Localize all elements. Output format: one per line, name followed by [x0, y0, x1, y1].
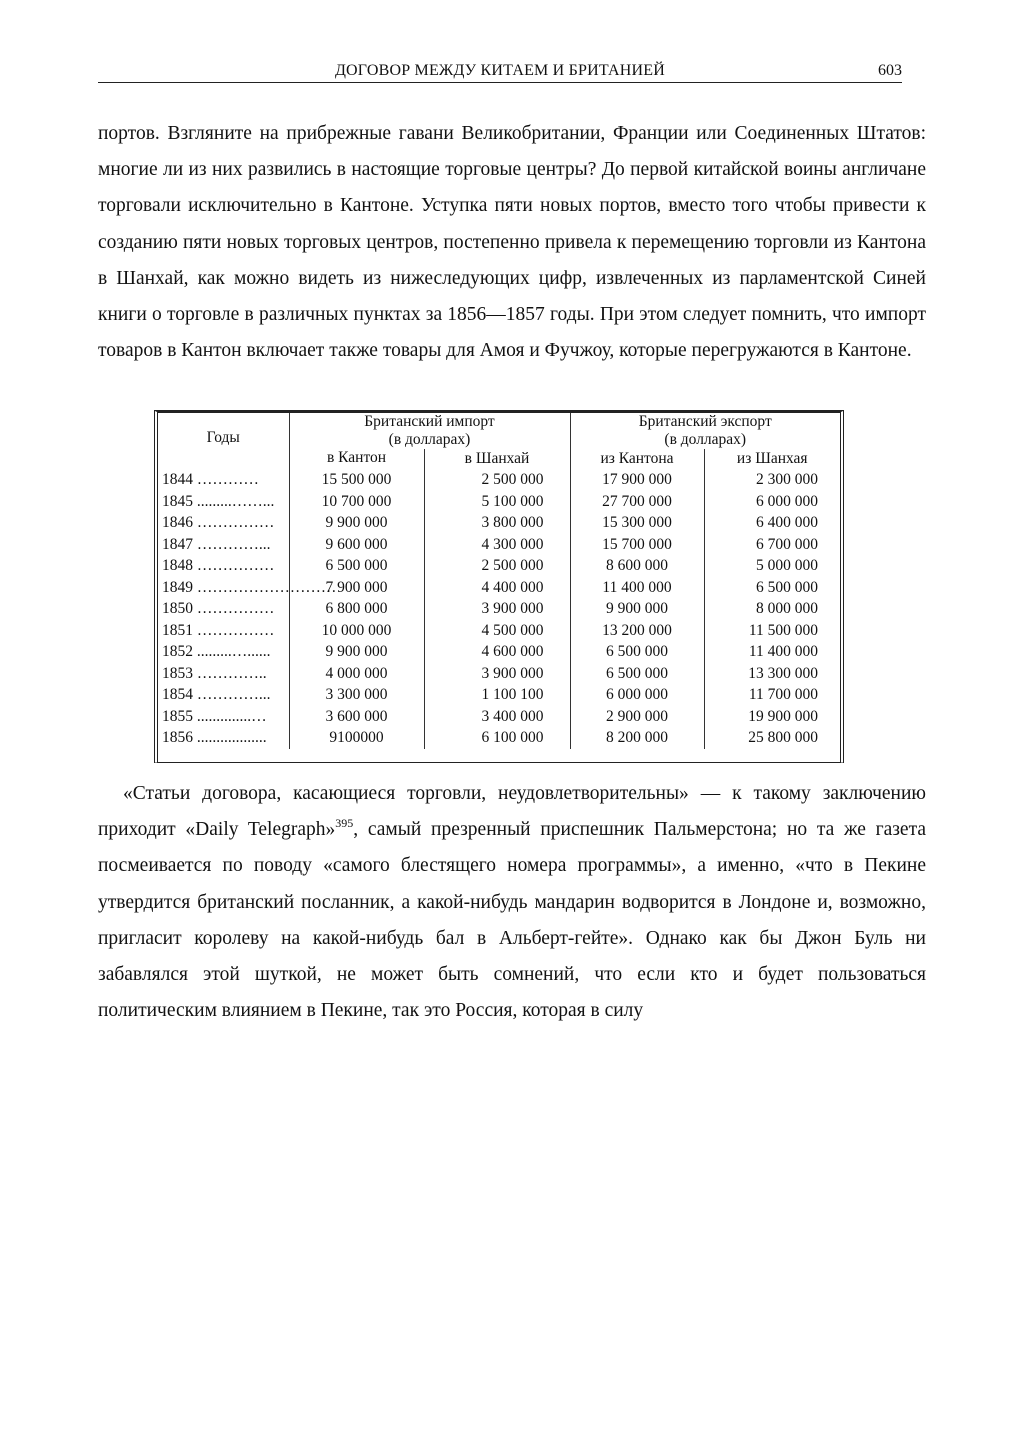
cell-export-shanghai: 6 500 000	[704, 577, 840, 599]
cell-export-canton: 8 600 000	[570, 555, 704, 577]
trade-table	[158, 413, 840, 749]
cell-export-canton: 9 900 000	[570, 598, 704, 620]
cell-import-canton: 10 700 000	[289, 491, 424, 513]
cell-import-shanghai: 3 400 000	[424, 706, 570, 728]
cell-export-canton: 15 700 000	[570, 534, 704, 556]
row-year: 1848 ……………	[162, 557, 275, 574]
cell-export-shanghai: 11 700 000	[704, 684, 840, 706]
cell-import-shanghai: 3 900 000	[424, 663, 570, 685]
table-row	[158, 684, 840, 706]
row-year: 1853 …………..	[162, 664, 267, 682]
cell-export-canton: 8 200 000	[570, 727, 704, 749]
header-export	[570, 413, 840, 431]
table-row	[158, 663, 840, 685]
cell-import-canton: 9 600 000	[289, 534, 424, 556]
row-year: 1851 ……………	[162, 621, 275, 639]
page-header	[98, 60, 902, 83]
cell-import-shanghai: 6 100 000	[424, 727, 570, 749]
cell-export-shanghai: 6 400 000	[704, 512, 840, 534]
table-row	[158, 469, 840, 491]
subheader-import-canton: в Кантон	[289, 449, 424, 469]
cell-export-shanghai: 2 300 000	[704, 469, 840, 491]
header-blank	[158, 449, 289, 469]
cell-import-canton: 4 000 000	[289, 663, 424, 685]
cell-export-shanghai: 11 400 000	[704, 641, 840, 663]
row-year: 1846 ……………	[162, 514, 275, 531]
row-year: 1855 ..............…	[162, 707, 267, 725]
cell-import-canton: 9100000	[289, 727, 424, 749]
row-year: 1856 ..................	[162, 729, 267, 746]
cell-export-shanghai: 6 700 000	[704, 534, 840, 556]
cell-import-canton: 15 500 000	[289, 469, 424, 491]
cell-import-shanghai: 4 400 000	[424, 577, 570, 599]
paragraph-telegraph-text-2: , самый презренный приспешник Пальмерстона; но та же газета посмеивается по поводу «самого блестящего номера программы», а именно, «что в Пекине утвердится британский посланник, а какой-нибудь мандарин водворится в Лондоне и, возможно, пригласит королеву на какой-нибудь бал в Альберт-гейте». Однако как бы Джон Буль ни забавлялся этой шуткой, не может быть сомнений, что если кто и будет пользоваться политическим влиянием в Пекине, так это Россия, которая в силу	[98, 819, 926, 1022]
cell-export-canton: 27 700 000	[570, 491, 704, 513]
cell-import-canton: 10 000 000	[289, 620, 424, 642]
footnote-reference: 395	[335, 816, 354, 831]
cell-import-shanghai: 4 600 000	[424, 641, 570, 663]
cell-import-shanghai: 3 900 000	[424, 598, 570, 620]
row-year: 1849 ………………………	[162, 578, 337, 596]
row-year: 1844 …………	[162, 471, 259, 488]
row-year: 1845 .........……...	[162, 492, 275, 510]
subheader-export-shanghai: из Шанхая	[704, 449, 840, 469]
table-row	[158, 598, 840, 620]
header-import-unit: (в долларах)	[289, 431, 570, 449]
cell-import-canton: 3 600 000	[289, 706, 424, 728]
cell-export-shanghai: 25 800 000	[704, 727, 840, 749]
cell-export-shanghai: 6 000 000	[704, 491, 840, 513]
table-row	[158, 512, 840, 534]
cell-import-canton: 6 800 000	[289, 598, 424, 620]
table-row	[158, 555, 840, 577]
cell-import-shanghai: 4 300 000	[424, 534, 570, 556]
cell-import-shanghai: 4 500 000	[424, 620, 570, 642]
cell-export-canton: 6 500 000	[570, 641, 704, 663]
header-export-unit: (в долларах)	[570, 431, 840, 449]
paragraph-intro: портов. Взгляните на прибрежные гавани Великобритании, Франции или Соединенных Штатов: многие ли из них развились в настоящие торговые центры? До первой китайской воины англичане торговали исключительно в Кантоне. Уступка пяти новых портов, вместо того чтобы привести к созданию пяти новых торговых центров, постепенно привела к перемещению торговли из Кантона в Шанхай, как можно видеть из нижеследующих цифр, извлеченных из парламентской Синей книги о торговле в различных пунктах за 1856—1857 годы. При этом следует помнить, что импорт товаров в Кантон включает также товары для Амоя и Фучжоу, которые перегружаются в Кантоне.	[98, 123, 926, 362]
cell-import-shanghai: 1 100 100	[424, 684, 570, 706]
subheader-export-canton: из Кантона	[570, 449, 704, 469]
header-import	[289, 413, 570, 431]
row-year: 1850 ……………	[162, 600, 275, 617]
page-number: 603	[878, 62, 902, 79]
cell-export-canton: 17 900 000	[570, 469, 704, 491]
cell-import-shanghai: 5 100 000	[424, 491, 570, 513]
cell-export-canton: 2 900 000	[570, 706, 704, 728]
table-row	[158, 620, 840, 642]
cell-import-canton: 7 900 000	[289, 577, 424, 599]
trade-table-body	[158, 469, 840, 749]
running-title: ДОГОВОР МЕЖДУ КИТАЕМ И БРИТАНИЕЙ	[334, 62, 666, 79]
header-import-title: Британский импорт	[364, 413, 495, 430]
cell-import-shanghai: 2 500 000	[424, 555, 570, 577]
subheader-import-shanghai: в Шанхай	[424, 449, 570, 469]
cell-export-shanghai: 11 500 000	[704, 620, 840, 642]
cell-export-canton: 6 500 000	[570, 663, 704, 685]
table-row	[158, 491, 840, 513]
cell-export-shanghai: 8 000 000	[704, 598, 840, 620]
table-row	[158, 577, 840, 599]
cell-import-canton: 9 900 000	[289, 512, 424, 534]
cell-import-shanghai: 2 500 000	[424, 469, 570, 491]
header-years: Годы	[206, 429, 240, 446]
cell-export-shanghai: 5 000 000	[704, 555, 840, 577]
cell-import-canton: 3 300 000	[289, 684, 424, 706]
row-year: 1854 …………...	[162, 686, 271, 703]
cell-import-shanghai: 3 800 000	[424, 512, 570, 534]
table-row	[158, 534, 840, 556]
cell-import-canton: 6 500 000	[289, 555, 424, 577]
row-year: 1847 …………...	[162, 535, 271, 553]
cell-export-shanghai: 13 300 000	[704, 663, 840, 685]
paragraph-telegraph-text-1: «Статьи договора, касающиеся торговли, неудовлетворительны» — к такому заключению приходит «Daily Telegraph»	[98, 783, 926, 841]
cell-export-shanghai: 19 900 000	[704, 706, 840, 728]
cell-export-canton: 11 400 000	[570, 577, 704, 599]
cell-import-canton: 9 900 000	[289, 641, 424, 663]
paragraph-telegraph	[98, 776, 926, 1029]
header-export-title: Британский экспорт	[638, 413, 772, 430]
trade-table-frame	[154, 410, 844, 763]
table-row	[158, 706, 840, 728]
row-year: 1852 .........…......	[162, 643, 271, 660]
cell-export-canton: 15 300 000	[570, 512, 704, 534]
cell-export-canton: 13 200 000	[570, 620, 704, 642]
table-row	[158, 727, 840, 749]
table-row	[158, 641, 840, 663]
cell-export-canton: 6 000 000	[570, 684, 704, 706]
